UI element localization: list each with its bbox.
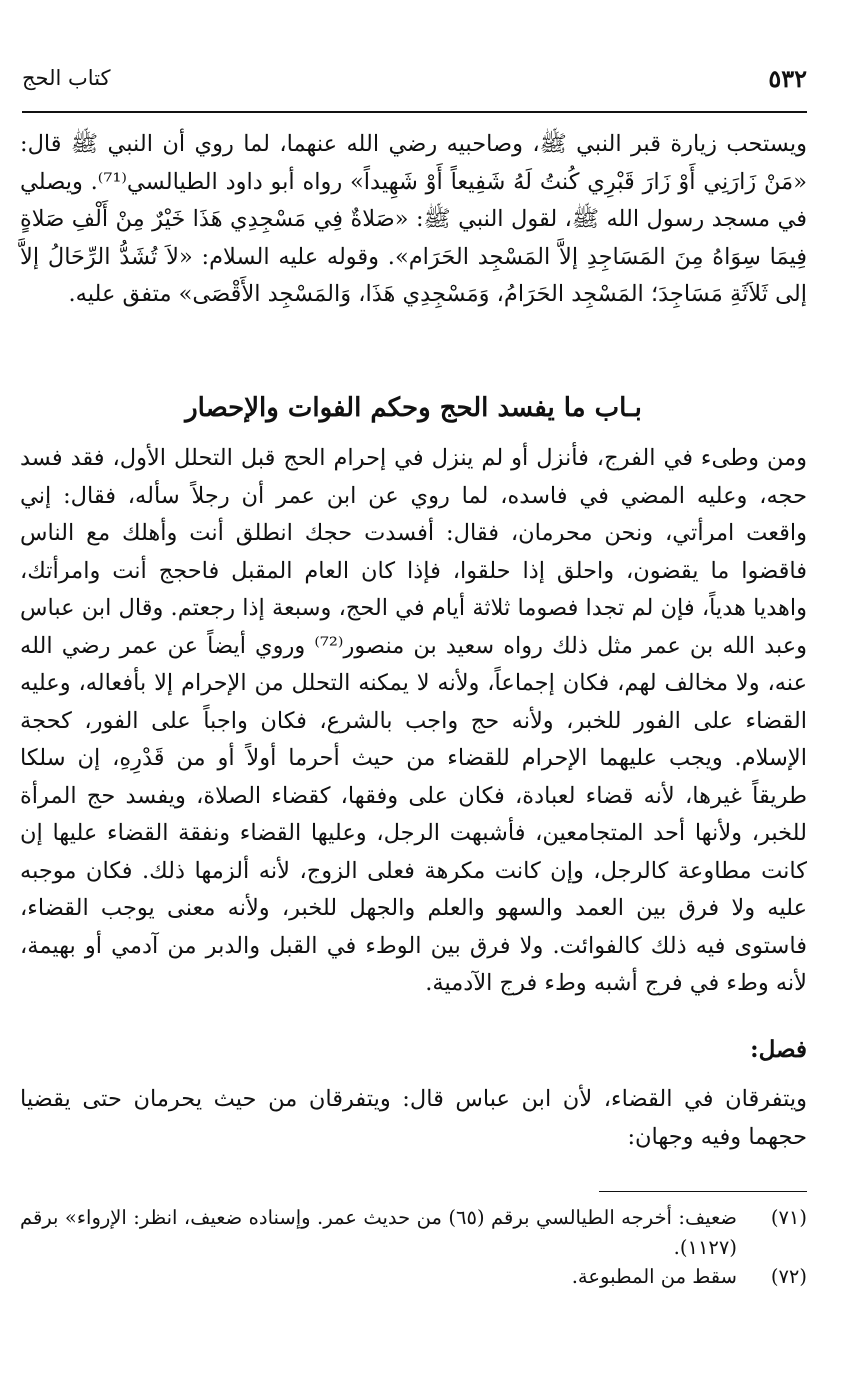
footnote-number: (٧٢) [770, 1265, 807, 1288]
header-divider [22, 111, 807, 113]
paragraph-invalidation-of-hajj: ومن وطىء في الفرج، فأنزل أو لم ينزل في إحرام الحج قبل التحلل الأول، فقد فسد حجه، وعليه المضي في فاسده، لما روي عن ابن عمر أن رجلاً سأله، فقال: إني واقعت امرأتي، ونحن محرمان، فقال: أفسدت حجك انطلق أنت وأهلك مع الناس فاقضوا ما يقضون، واحلق إذا حلقوا، فإذا كان العام المقبل فاحجج أنت وامرأتك، واهديا هدياً، فإن لم تجدا فصوما ثلاثة أيام في الحج، وسبعة إذا رجعتم. وقال ابن عباس وعبد الله بن عمر مثل ذلك رواه سعيد بن منصور⁽⁷²⁾ وروي أيضاً عن عمر رضي الله عنه، ولا مخالف لهم، فكان إجماعاً، ولأنه لا يمكنه التحلل من الإحرام إلا بأفعاله، وعليه القضاء على الفور للخبر، ولأنه حج واجب بالشرع، فكان واجباً على الفور، كحجة الإسلام. ويجب عليهما الإحرام للقضاء من حيث أحرما أولاً أو من قَدْرِهِ، إن سلكا طريقاً غيرها، لأنه قضاء لعبادة، فكان على وفقها، كقضاء الصلاة، ويفسد حج المرأة للخبر، ولأنها أحد المتجامعين، فأشبهت الرجل، وعليها القضاء ونفقة القضاء عليها إن كانت مطاوعة كالرجل، وإن كانت مكرهة فعلى الزوج، لأنه ألزمها ذلك. فكان موجبه عليه ولا فرق بين العمد والسهو والعلم والجهل للخبر، ولأنه معنى يوجب القضاء، فاستوى فيه ذلك كالفوائت. ولا فرق بين الوطء في القبل والدبر من آدمي أو بهيمة، لأنه وطء في فرج أشبه وطء فرج الآدمية. [20, 445, 807, 996]
section-label: فصل: [750, 1036, 807, 1063]
page-number: ٥٣٢ [768, 64, 807, 93]
footnote-number: (٧١) [770, 1206, 807, 1229]
footnote [20, 1203, 807, 1263]
footnote-text: سقط من المطبوعة. [571, 1265, 737, 1288]
running-title: كتاب الحج [22, 66, 111, 90]
paragraph-visit-prophet-mosque: ويستحب زيارة قبر النبي ﷺ، وصاحبيه رضي الله عنهما، لما روي أن النبي ﷺ قال: «مَنْ زَارَنِي أَوْ زَارَ قَبْرِي كُنتُ لَهُ شَفِيعاً أَوْ شَهِيداً» رواه أبو داود الطيالسي⁽⁷¹⁾. ويصلي في مسجد رسول الله ﷺ، لقول النبي ﷺ: «صَلاةٌ فِي مَسْجِدِي هَذَا خَيْرٌ مِنْ أَلْفِ صَلاةٍ فِيمَا سِوَاهُ مِنَ المَسَاجِدِ إلاَّ المَسْجِد الحَرَام». وقوله عليه السلام: «لاَ تُشَدُّ الرِّحَالُ إلاَّ إلى ثَلاَثَةِ مَسَاجِدَ؛ المَسْجِد الحَرَامُ، وَمَسْجِدِي هَذَا، وَالمَسْجِد الأَقْصَى» متفق عليه. [20, 131, 807, 307]
paragraph-separation: ويتفرقان في القضاء، لأن ابن عباس قال: ويتفرقان من حيث يحرمان حتى يقضيا حجهما وفيه وجهان: [20, 1086, 807, 1150]
footnote-text: ضعيف: أخرجه الطيالسي برقم (٦٥) من حديث عمر. وإسناده ضعيف، انظر: الإرواء» برقم (١١٢٧). [20, 1206, 737, 1259]
chapter-heading: بـاب ما يفسد الحج وحكم الفوات والإحصار [185, 393, 642, 423]
footnote [20, 1262, 807, 1292]
footnote-divider [599, 1191, 807, 1192]
page-header [22, 62, 807, 102]
